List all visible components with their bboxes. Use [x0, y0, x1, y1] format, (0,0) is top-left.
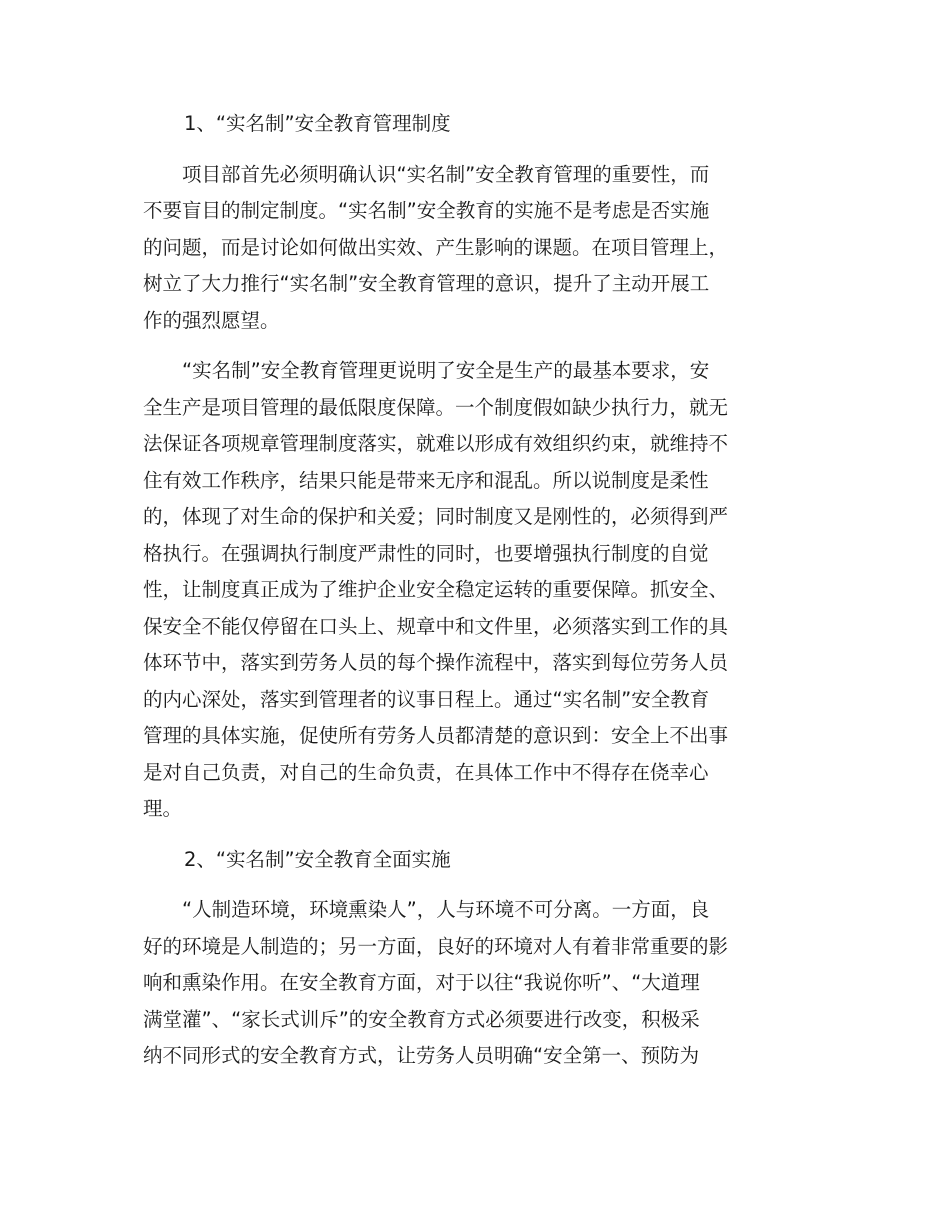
paragraph-line: 是对自己负责，对自己的生命负责，在具体工作中不得存在侥幸心	[143, 760, 709, 784]
paragraph-line: 法保证各项规章管理制度落实，就难以形成有效组织约束，就维持不	[143, 432, 729, 455]
paragraph-line: 不要盲目的制定制度。“实名制”安全教育的实施不是考虑是否实施	[143, 199, 710, 222]
paragraph-line: 满堂灌”、“家长式训斥”的安全教育方式必须要进行改变，积极采	[143, 1007, 700, 1031]
paragraph-line: 格执行。在强调执行制度严肃性的同时，也要增强执行制度的自觉	[143, 541, 709, 565]
paragraph-2	[143, 353, 798, 828]
paragraph-line: 纳不同形式的安全教育方式，让劳务人员明确“安全第一、预防为	[143, 1044, 700, 1067]
paragraph-line: 理。	[143, 797, 183, 820]
paragraph-line: 性，让制度真正成为了维护企业安全稳定运转的重要保障。抓安全、	[143, 578, 729, 601]
paragraph-line: 管理的具体实施，促使所有劳务人员都清楚的意识到：安全上不出事	[143, 724, 729, 747]
paragraph-line: 的内心深处，落实到管理者的议事日程上。通过“实名制”安全教育	[143, 687, 710, 711]
paragraph-line: 的，体现了对生命的保护和关爱；同时制度又是刚性的，必须得到严	[143, 505, 729, 528]
paragraph-line: “实名制”安全教育管理更说明了安全是生产的最基本要求，安	[182, 359, 710, 382]
paragraph-line: 作的强烈愿望。	[143, 308, 280, 332]
paragraph-line: 保安全不能仅停留在口头上、规章中和文件里，必须落实到工作的具	[143, 614, 729, 638]
paragraph-line: 项目部首先必须明确认识“实名制”安全教育管理的重要性，而	[182, 162, 710, 186]
paragraph-line: 好的环境是人制造的；另一方面，良好的环境对人有着非常重要的影	[143, 934, 729, 958]
section-heading-1: 1、“实名制”安全教育管理制度	[184, 112, 451, 135]
paragraph-line: 体环节中，落实到劳务人员的每个操作流程中，落实到每位劳务人员	[143, 651, 729, 674]
paragraph-1	[143, 157, 798, 340]
paragraph-line: 的问题，而是讨论如何做出实效、产生影响的课题。在项目管理上，	[143, 235, 729, 259]
paragraph-line: 住有效工作秩序，结果只能是带来无序和混乱。所以说制度是柔性	[143, 468, 709, 492]
section-heading-2: 2、“实名制”安全教育全面实施	[184, 847, 451, 871]
paragraph-line: 树立了大力推行“实名制”安全教育管理的意识，提升了主动开展工	[143, 272, 710, 295]
document-body	[143, 106, 798, 1075]
paragraph-line: 全生产是项目管理的最低限度保障。一个制度假如缺少执行力，就无	[143, 395, 729, 419]
paragraph-3	[143, 892, 798, 1075]
paragraph-line: 响和熏染作用。在安全教育方面，对于以往“我说你听”、“大道理	[143, 971, 700, 994]
paragraph-line: “人制造环境，环境熏染人”，人与环境不可分离。一方面，良	[182, 898, 710, 921]
